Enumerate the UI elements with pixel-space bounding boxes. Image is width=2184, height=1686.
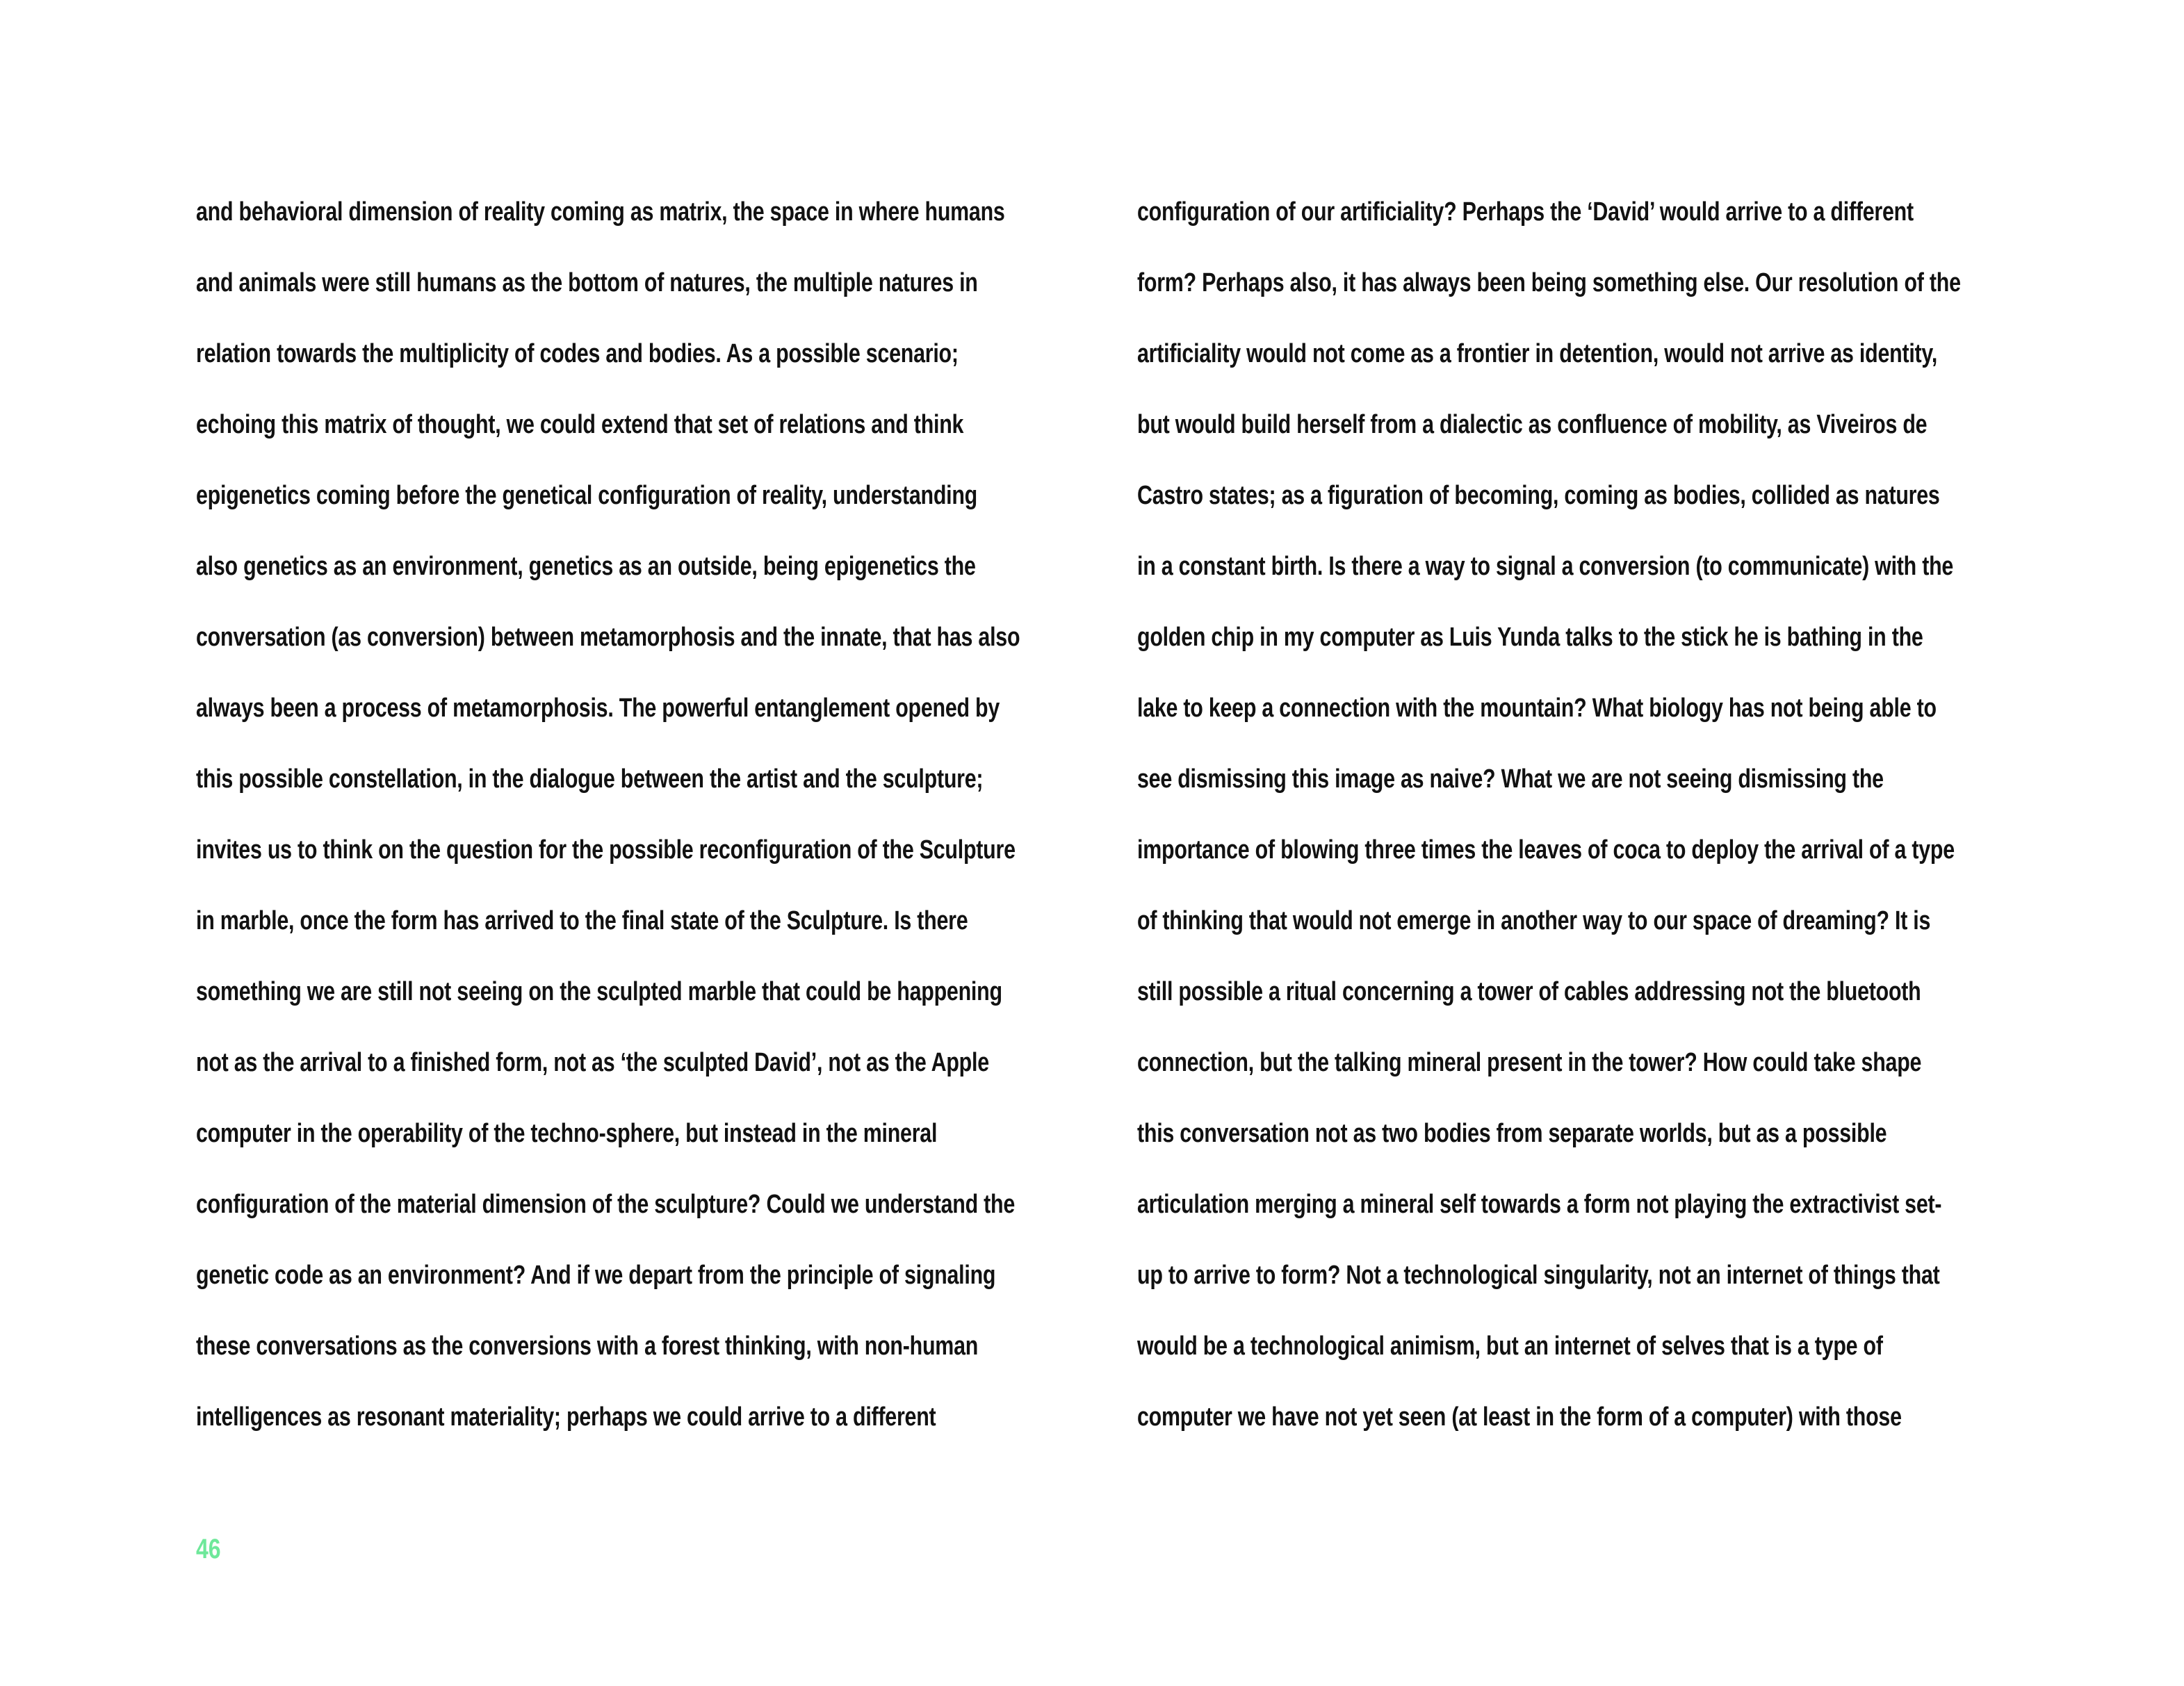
text-line: form? Perhaps also, it has always been being something else. Our resolution of the: [1137, 268, 1961, 297]
text-line: these conversations as the conversions with a forest thinking, with non-human: [196, 1332, 979, 1361]
text-line: configuration of our artificiality? Perhaps the ‘David’ would arrive to a different: [1137, 197, 1914, 227]
text-line: always been a process of metamorphosis. The powerful entanglement opened by: [196, 694, 1000, 723]
text-line: in marble, once the form has arrived to the final state of the Sculpture. Is there: [196, 906, 968, 935]
text-line: articulation merging a mineral self towards a form not playing the extractivist set-: [1137, 1190, 1942, 1219]
text-line: computer in the operability of the techno-sphere, but instead in the mineral: [196, 1119, 938, 1148]
text-line: conversation (as conversion) between metamorphosis and the innate, that has also: [196, 623, 1020, 652]
text-line: lake to keep a connection with the mountain? What biology has not being able to: [1137, 694, 1937, 723]
text-line: golden chip in my computer as Luis Yunda talks to the stick he is bathing in the: [1137, 623, 1923, 652]
page-number: 46: [196, 1534, 221, 1564]
text-line: invites us to think on the question for the possible reconfiguration of the Sculpture: [196, 835, 1016, 865]
left-text-column: [196, 188, 1065, 1464]
text-line: not as the arrival to a finished form, not as ‘the sculpted David’, not as the Apple: [196, 1048, 989, 1077]
right-text-column: [1137, 188, 2020, 1464]
text-line: something we are still not seeing on the sculpted marble that could be happening: [196, 977, 1002, 1006]
text-line: connection, but the talking mineral present in the tower? How could take shape: [1137, 1048, 1922, 1077]
text-line: genetic code as an environment? And if we depart from the principle of signaling: [196, 1261, 996, 1290]
text-line: of thinking that would not emerge in another way to our space of dreaming? It is: [1137, 906, 1931, 935]
text-line: this conversation not as two bodies from separate worlds, but as a possible: [1137, 1119, 1887, 1148]
text-line: relation towards the multiplicity of codes and bodies. As a possible scenario;: [196, 339, 959, 368]
text-line: Castro states; as a figuration of becoming, coming as bodies, collided as natures: [1137, 481, 1940, 510]
text-line: still possible a ritual concerning a tower of cables addressing not the bluetooth: [1137, 977, 1921, 1006]
text-line: but would build herself from a dialectic as confluence of mobility, as Viveiros de: [1137, 410, 1928, 439]
text-line: up to arrive to form? Not a technological singularity, not an internet of things that: [1137, 1261, 1940, 1290]
text-line: would be a technological animism, but an internet of selves that is a type of: [1137, 1332, 1883, 1361]
text-line: configuration of the material dimension of the sculpture? Could we understand the: [196, 1190, 1016, 1219]
text-line: artificiality would not come as a frontier in detention, would not arrive as identity,: [1137, 339, 1938, 368]
text-line: also genetics as an environment, genetics as an outside, being epigenetics the: [196, 552, 976, 581]
text-line: see dismissing this image as naive? What we are not seeing dismissing the: [1137, 764, 1884, 794]
text-line: epigenetics coming before the genetical configuration of reality, understanding: [196, 481, 978, 510]
text-line: and behavioral dimension of reality coming as matrix, the space in where humans: [196, 197, 1005, 227]
text-line: echoing this matrix of thought, we could extend that set of relations and think: [196, 410, 964, 439]
text-line: computer we have not yet seen (at least in the form of a computer) with those: [1137, 1402, 1902, 1432]
text-line: this possible constellation, in the dialogue between the artist and the sculpture;: [196, 764, 984, 794]
text-line: importance of blowing three times the leaves of coca to deploy the arrival of a type: [1137, 835, 1955, 865]
text-line: in a constant birth. Is there a way to signal a conversion (to communicate) with the: [1137, 552, 1954, 581]
text-line: intelligences as resonant materiality; perhaps we could arrive to a different: [196, 1402, 936, 1432]
text-line: and animals were still humans as the bottom of natures, the multiple natures in: [196, 268, 978, 297]
